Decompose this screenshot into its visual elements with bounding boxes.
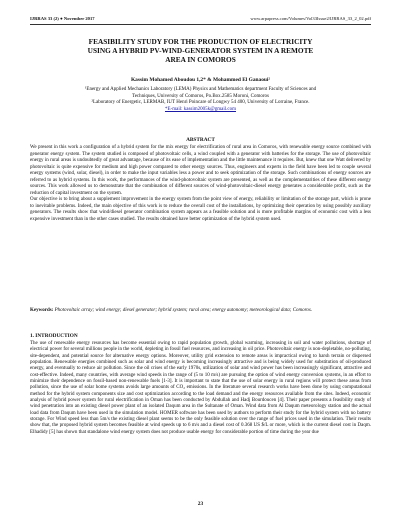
introduction-paragraph: The use of renewable energy resources has become essential owing to rapid population growth, global warming, increasing in soil and water pollutions, shortage of electrical power for several millions people in the world, depleting in fossil fuel resources, and increasing in oil price. Photovoltaic energy is non-depletable, no-polluting, site-dependent, and potential source for alternative energy options. Moreover, utility grid extension to remote areas is impractical owing to harsh terrain or dispersed population. Renewable energies combined such as solar and wind energy is becoming increasingly attractive and is being widely used for substitution of oil-produced energy, and eventually to reduce air pollution. Since the oil crises of the early 1970s, utilization of solar and wind power has been increasingly significant, attractive and cost-effective. Indeed, many countries, with average wind speeds in the range of (5 to 10 m/s) are pursuing the option of wind energy conversion systems, in an effort to minimize their dependence on fossil-based non-renewable fuels [1-3]. It is important to state that the use of solar energy in rural regions will protect these areas from pollution, since the use of solar home systems avoids large amounts of CO₂ emissions. In the literature several research works have been done by using computational method for the hybrid system components size and cost optimization according to the load demand and the energy resources available from the sites. Indeed, economic analysis of hybrid power system for rural electrification in Oman has been conducted by Abdullah and Hadj Bourdoucen [4]. Their paper presents a feasibility study of wind penetration into an existing diesel power plant of an isolated Daqum area in the Sultanate of Oman. Wind data from Al Daqum meteorology station and the actual load data from Daqum have been used in the simulation model. HOMER software has been used by authors to perform their study for the hybrid system with no battery storage. For Wind speed less than 5m/s the existing diesel plant seems to be the only feasible solution over the range of fuel prices used in the simulation. Their results show that, the proposed hybrid system becomes feasible at wind speeds up to 6 m/s and a diesel cost of 0.368 US $/L or more, which is the current diesel cost in Daqm. Elhadidy [5] has shown that standalone wind energy system does not produce usable energy for considerable portion of time during the year due xyxy=(30,341,371,435)
abstract-heading: ABSTRACT xyxy=(186,137,215,143)
title-line: AREA IN COMOROS xyxy=(165,55,236,64)
title-line: USING A HYBRID PV-WIND-GENERATOR SYSTEM IN A REMOTE xyxy=(87,46,314,55)
paper-title xyxy=(45,37,356,64)
running-header xyxy=(30,14,371,22)
title-line: FEASIBILITY STUDY FOR THE PRODUCTION OF ELECTRICITY xyxy=(88,37,313,46)
affiliation-line: ²Laboratory of Energetic, LERMAB, IUT Henri Poincare of Longwy 54 400, University of Lorraine, France. xyxy=(91,100,310,106)
header-rule xyxy=(30,24,371,25)
keywords-list: Photovoltaic array; wind energy; diesel generator; hybrid system; rural area; energy autonomy; meteorological data; Comoros. xyxy=(54,308,313,313)
affiliation-line: ¹Energy and Applied Mechanics Laboratory (LEMA) Physics and Mathematics department Faculty of Sciences and xyxy=(84,87,317,92)
introduction-body xyxy=(30,341,371,436)
abstract-paragraph: Our objective is to bring about a supplement improvement in the energy system from the point view of energy, reliability or limitation of the storage part, which is prone to inevitable problems. Indeed, the main objective of this work is to reduce the overall cost of the installations, by optimizing their operation by using possibly auxiliary generators. The results show that wind/diesel generator combination system appears as a feasible solution and is more profitable margins of economic cost with a less expensive investment than in the other cases studied. The results obtained have better optimization of the hybrid system used. xyxy=(30,197,371,223)
keywords-label: Keywords: xyxy=(30,308,54,313)
page-number: 23 xyxy=(197,501,204,507)
journal-citation: IJRRAS 33 (2) ● November 2017 xyxy=(30,15,95,21)
author-list: Kassim Mohamed Aboudou 1,2* & Mohammed El Ganaoui² xyxy=(130,77,271,83)
affiliations xyxy=(30,87,371,114)
section-heading: 1. INTRODUCTION xyxy=(30,333,78,339)
article-url[interactable]: www.arpapress.com/Volumes/Vol33Issue2/IJRRAS_33_2_02.pdf xyxy=(250,15,371,21)
email-link[interactable]: *E-mail: kassim2005k@gmail.com xyxy=(165,107,236,113)
abstract-body xyxy=(30,145,371,224)
keywords xyxy=(30,308,371,315)
affiliation-line: Techniques, University of Comoros, Po.Box.2585 Moroni, Comoros xyxy=(131,93,269,99)
abstract-paragraph: We present in this work a configuration of a hybrid system for the mix energy for electrification of rural area in Comoros, with renewable energy source combined with generator energy system. The system studied is composed of photovoltaic cells, a wind coupled with a generator with batteries for the storage. The use of photovoltaic energy in rural areas is undoubtedly of great advantage, because of its ease of implementation and the little maintenance it requires. But, knew that one Watt delivered by photovoltaic is quite expensive for medium and high power compared to other energy sources. Thus, engineers and experts in the field have been led to couple several energy systems (wind, solar, diesel), in order to make the input variables less a power and to seek optimization of the storage. Such combinations of energy sources are referred to as hybrid systems. In this work, the performances of the wind-photovoltaic system are presented, as well as the complementarities of these different energy sources. This work allowed us to demonstrate that the combination of different sources of wind-photovoltaic-diesel energy generates a considerable profit, such as the reduction of capital investment on the system. xyxy=(30,145,371,196)
